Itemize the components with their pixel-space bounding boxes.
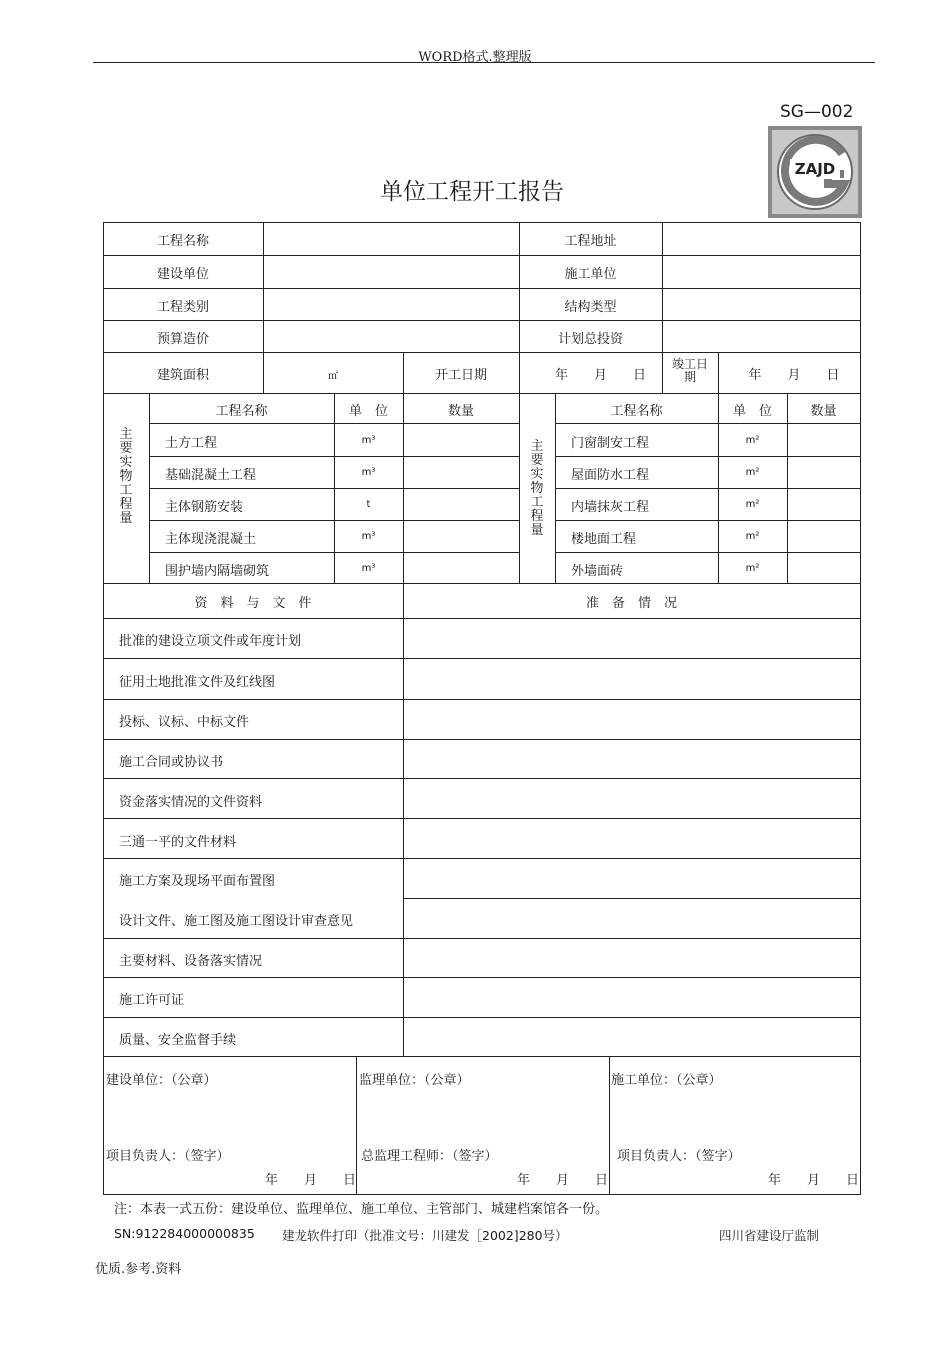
area-unit: ㎡ (328, 371, 338, 382)
label-start-date: 开工日期 (434, 368, 487, 383)
label-project-type: 工程类别 (156, 300, 209, 315)
right-item-unit: m² (745, 499, 760, 510)
sign-unit-supervisor: 监理单位：（公章） (359, 1073, 470, 1088)
sign-unit-builder: 建设单位：（公章） (106, 1073, 217, 1088)
serial-number: SN:912284000000835 (114, 1226, 255, 1241)
right-item-name: 屋面防水工程 (571, 468, 650, 483)
sign-person-builder: 项目负责人：（签字） (106, 1149, 230, 1164)
doc-item: 质量、安全监督手续 (119, 1033, 237, 1048)
form-code: SG—002 (780, 102, 854, 122)
col-qty-right: 数量 (810, 404, 837, 419)
col-status: 准 备 情 况 (585, 596, 677, 611)
header-rule (93, 62, 875, 63)
doc-item: 批准的建设立项文件或年度计划 (119, 634, 302, 649)
label-contractor: 施工单位 (564, 267, 617, 282)
form-title: 单位工程开工报告 (380, 179, 564, 205)
col-name-left: 工程名称 (215, 404, 268, 419)
quantities-side-label-left: 主要实物工程量 (119, 427, 133, 526)
left-item-unit: m³ (361, 531, 376, 542)
left-item-name: 基础混凝土工程 (165, 468, 257, 483)
col-docs: 资 料 与 文 件 (194, 596, 312, 611)
label-structure-type: 结构类型 (564, 300, 617, 315)
label-project-address: 工程地址 (564, 234, 617, 249)
right-item-name: 内墙抹灰工程 (571, 500, 650, 515)
right-item-unit: m² (745, 435, 760, 446)
right-item-name: 楼地面工程 (571, 532, 637, 547)
sign-date-supervisor: 年 月 日 (517, 1173, 609, 1188)
label-area: 建筑面积 (156, 368, 209, 383)
label-budget: 预算造价 (156, 332, 209, 347)
col-qty-left: 数量 (447, 404, 474, 419)
page-header-text: WORD格式.整理版 (418, 50, 532, 65)
left-item-unit: m³ (361, 563, 376, 574)
sign-person-supervisor: 总监理工程师：（签字） (361, 1149, 498, 1164)
left-item-name: 土方工程 (165, 436, 218, 451)
col-unit-right: 单 位 (732, 404, 772, 419)
zajd-logo (768, 126, 862, 218)
doc-item: 主要材料、设备落实情况 (119, 954, 263, 969)
doc-item: 施工方案及现场平面布置图 (119, 874, 276, 889)
doc-item: 资金落实情况的文件资料 (119, 795, 263, 810)
left-item-unit: t (366, 499, 371, 510)
label-completion-date: 竣工日期 (672, 357, 709, 384)
doc-item: 施工合同或协议书 (119, 755, 224, 770)
col-name-right: 工程名称 (610, 404, 663, 419)
col-unit-left: 单 位 (348, 404, 388, 419)
right-item-unit: m² (745, 467, 760, 478)
left-item-unit: m³ (361, 435, 376, 446)
form-note: 注：本表一式五份：建设单位、监理单位、施工单位、主管部门、城建档案馆各一份。 (114, 1202, 609, 1217)
left-item-name: 主体钢筋安装 (165, 500, 244, 515)
right-item-unit: m² (745, 563, 760, 574)
svg-text:ZAJD: ZAJD (794, 160, 836, 178)
doc-item: 设计文件、施工图及施工图设计审查意见 (119, 914, 354, 929)
left-item-name: 围护墙内隔墙砌筑 (165, 564, 270, 579)
doc-item: 投标、议标、中标文件 (119, 715, 250, 730)
sign-date-contractor: 年 月 日 (768, 1173, 860, 1188)
label-project-name: 工程名称 (156, 234, 209, 249)
label-builder: 建设单位 (156, 267, 209, 282)
page-bottom-text: 优质.参考.资料 (95, 1262, 182, 1277)
sign-unit-contractor: 施工单位：（公章） (611, 1073, 722, 1088)
authority-label: 四川省建设厅监制 (719, 1228, 820, 1243)
completion-date-ymd: 年 月 日 (748, 368, 840, 383)
start-date-ymd: 年 月 日 (554, 368, 646, 383)
doc-item: 施工许可证 (119, 993, 185, 1008)
doc-item: 征用土地批准文件及红线图 (119, 675, 276, 690)
sign-date-builder: 年 月 日 (265, 1173, 357, 1188)
right-item-name: 外墙面砖 (571, 564, 624, 579)
label-planned-investment: 计划总投资 (557, 332, 623, 347)
software-print-info: 建龙软件打印（批准文号：川建发［2002]280号） (282, 1228, 568, 1243)
right-item-unit: m² (745, 531, 760, 542)
left-item-unit: m³ (361, 467, 376, 478)
left-item-name: 主体现浇混凝土 (165, 532, 257, 547)
quantities-side-label-right: 主要实物工程量 (530, 439, 544, 538)
doc-item: 三通一平的文件材料 (119, 835, 237, 850)
sign-person-contractor: 项目负责人：（签字） (617, 1149, 741, 1164)
right-item-name: 门窗制安工程 (571, 436, 650, 451)
